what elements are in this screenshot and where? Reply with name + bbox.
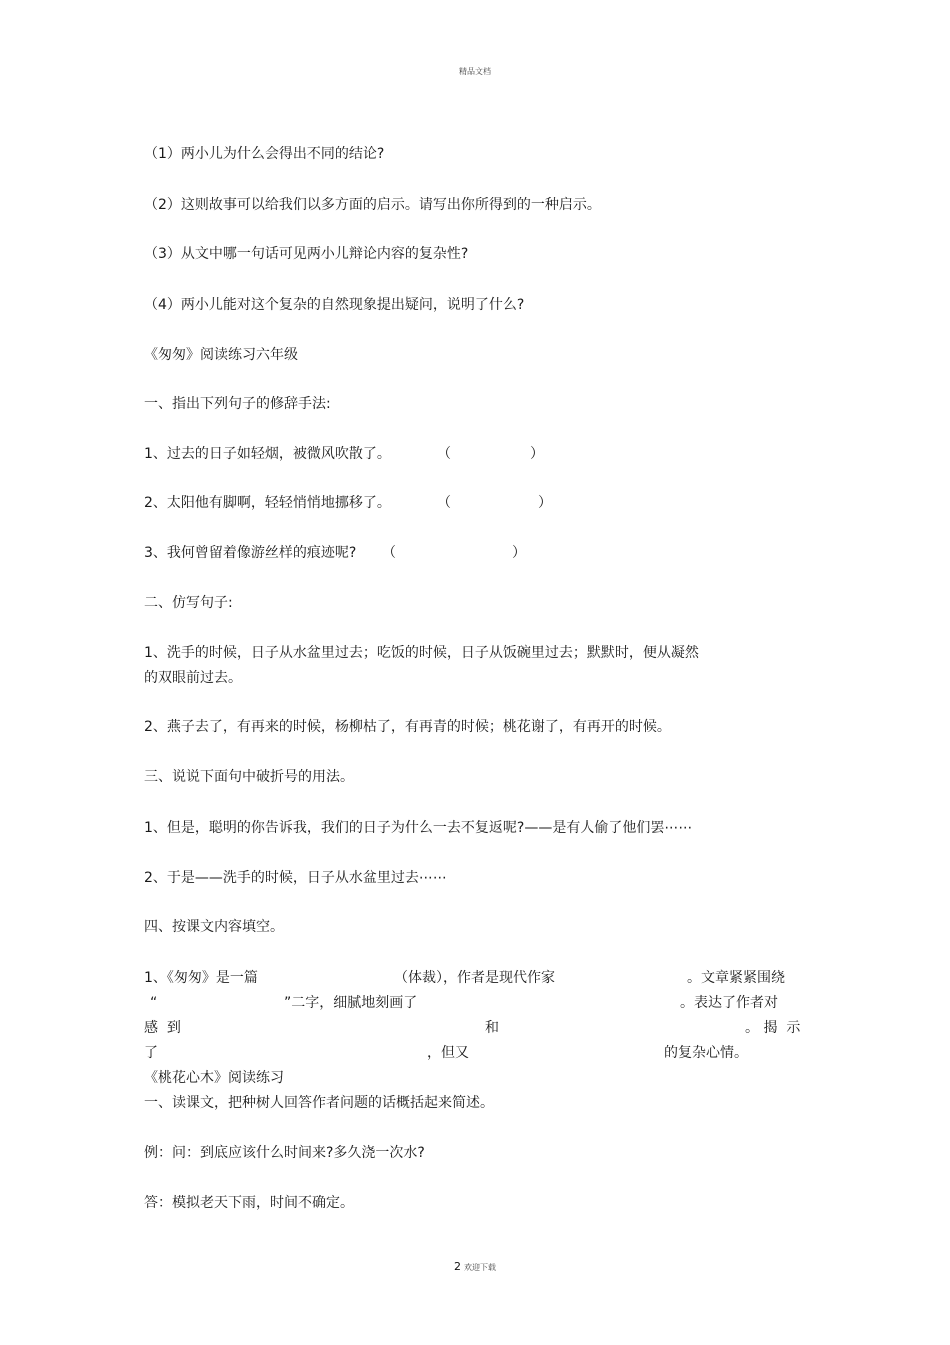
section-title-taohua: 《桃花心木》阅读练习 xyxy=(144,1070,284,1086)
fill-line-1-part-3: 。文章紧紧围绕 xyxy=(687,970,785,986)
section-title-congcong: 《匆匆》阅读练习六年级 xyxy=(144,347,298,363)
rhetoric-item-2: 2、太阳他有脚啊，轻轻悄悄地挪移了。 xyxy=(144,495,391,511)
taohua-heading: 一、读课文，把种树人回答作者问题的话概括起来简述。 xyxy=(144,1095,494,1111)
answer-paren-close: ） xyxy=(538,495,552,511)
page-header: 精品文档 xyxy=(459,67,491,76)
fill-line-3-part-3: 。 揭 示 xyxy=(745,1020,801,1036)
fill-line-1-part-2: （体裁），作者是现代作家 xyxy=(394,970,555,986)
page-number: 2 xyxy=(454,1260,461,1273)
imitation-heading: 二、仿写句子: xyxy=(144,595,233,611)
fill-line-2-part-2: ”二字，细腻地刻画了 xyxy=(284,995,418,1011)
fill-line-4-part-1: 了 xyxy=(144,1045,158,1061)
rhetoric-item-1: 1、过去的日子如轻烟，被微风吹散了。 xyxy=(144,446,391,462)
rhetoric-item-3: 3、我何曾留着像游丝样的痕迹呢? xyxy=(144,545,357,561)
fill-line-1-part-1: 1、《匆匆》是一篇 xyxy=(144,970,258,986)
imitation-item-1-line-2: 的双眼前过去。 xyxy=(144,670,242,686)
fill-line-4-part-2: ，但又 xyxy=(427,1045,469,1061)
answer-paren-open: （ xyxy=(382,545,396,561)
question-2: （2）这则故事可以给我们以多方面的启示。请写出你所得到的一种启示。 xyxy=(144,197,601,213)
dash-item-2: 2、于是——洗手的时候，日子从水盆里过去⋯⋯ xyxy=(144,870,447,886)
page-footer xyxy=(0,1260,950,1273)
taohua-example: 例：问：到底应该什么时间来?多久浇一次水? xyxy=(144,1145,425,1161)
rhetoric-heading: 一、指出下列句子的修辞手法: xyxy=(144,396,331,412)
footer-text: 欢迎下载 xyxy=(464,1263,496,1272)
fill-line-2-part-1: “ xyxy=(150,995,158,1011)
fill-line-4-part-3: 的复杂心情。 xyxy=(664,1045,748,1061)
imitation-item-1-line-1: 1、洗手的时候，日子从水盆里过去；吃饭的时候，日子从饭碗里过去；默默时，便从凝然 xyxy=(144,645,699,661)
answer-paren-open: （ xyxy=(437,495,451,511)
question-4: （4）两小儿能对这个复杂的自然现象提出疑问，说明了什么? xyxy=(144,297,525,313)
fill-line-3-part-1: 感 到 xyxy=(144,1020,181,1036)
dash-heading: 三、说说下面句中破折号的用法。 xyxy=(144,769,354,785)
question-1: （1）两小儿为什么会得出不同的结论? xyxy=(144,146,385,162)
imitation-item-2: 2、燕子去了，有再来的时候，杨柳枯了，有再青的时候；桃花谢了，有再开的时候。 xyxy=(144,719,671,735)
fill-line-3-part-2: 和 xyxy=(485,1020,499,1036)
fill-heading: 四、按课文内容填空。 xyxy=(144,919,284,935)
answer-paren-close: ） xyxy=(530,446,544,462)
answer-paren-close: ） xyxy=(512,545,526,561)
taohua-answer: 答：模拟老天下雨，时间不确定。 xyxy=(144,1195,354,1211)
dash-item-1: 1、但是，聪明的你告诉我，我们的日子为什么一去不复返呢?——是有人偷了他们罢⋯⋯ xyxy=(144,820,693,836)
question-3: （3）从文中哪一句话可见两小儿辩论内容的复杂性? xyxy=(144,246,469,262)
answer-paren-open: （ xyxy=(437,446,451,462)
fill-line-2-part-3: 。表达了作者对 xyxy=(680,995,778,1011)
